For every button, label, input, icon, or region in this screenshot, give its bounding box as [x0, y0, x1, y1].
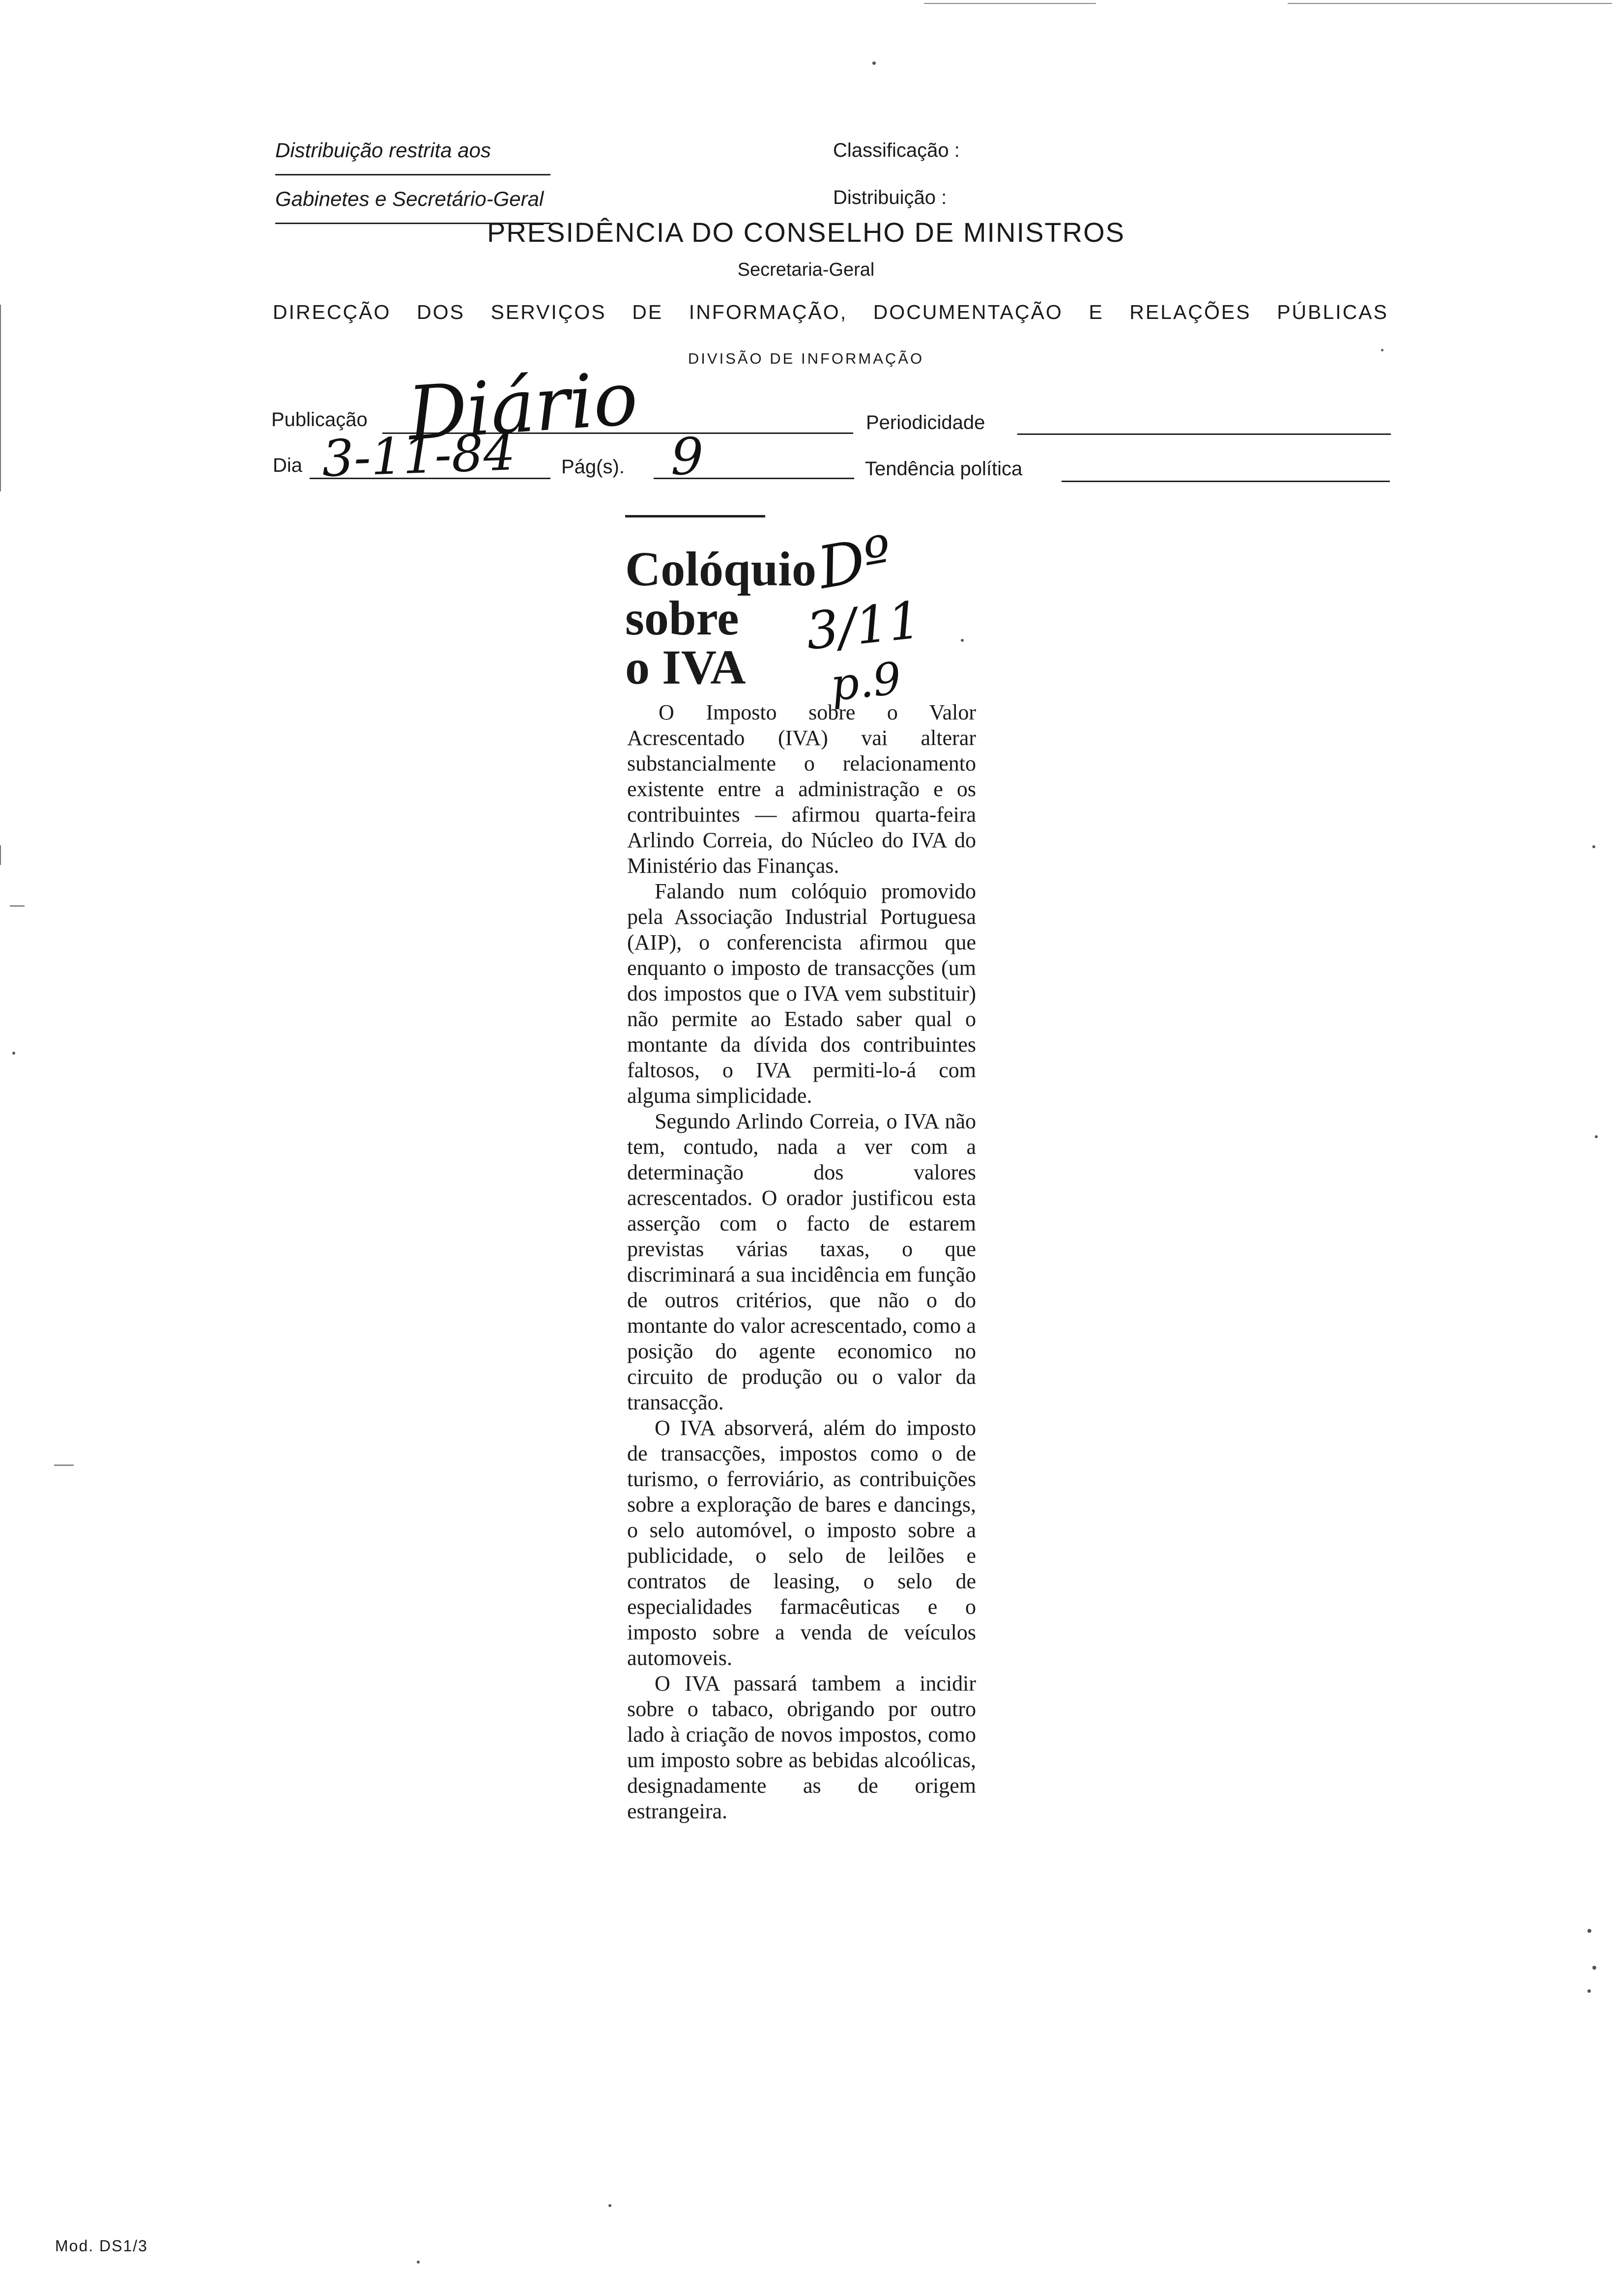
form-code: Mod. DS1/3 [55, 2237, 148, 2255]
margin-note-line-2: 3/11 [803, 590, 924, 661]
scan-dash [54, 1464, 74, 1466]
article-paragraph-2: Falando num colóquio promovido pela Associação Industrial Portuguesa (AIP), o conferencista afirmou que enquanto o imposto de transacções (um dos impostos que o IVA vem substituir) não permite ao Estado saber qual o montante da dívida dos contribuintes faltosos, o IVA permiti-lo-á com alguma simplicidade. [627, 879, 976, 1108]
organization-name: PRESIDÊNCIA DO CONSELHO DE MINISTROS [487, 217, 1125, 248]
tendencia-label: Tendência política [865, 458, 1023, 480]
tendencia-line [1062, 481, 1390, 482]
margin-note-line-3: p.9 [828, 652, 904, 712]
article-paragraph-5: O IVA passará tambem a incidir sobre o tabaco, obrigando por outro lado à criação de novos impostos, como um imposto sobre as bebidas alcoólicas, designadamente as de origem estrangeira. [627, 1671, 976, 1823]
dia-label: Dia [273, 455, 303, 476]
scan-speck [1592, 1966, 1596, 1970]
scan-speck [961, 639, 964, 642]
headline-line-2: sobre [625, 591, 739, 645]
article-body [627, 700, 976, 1824]
scan-speck [12, 1052, 15, 1055]
periodicidade-line [1017, 433, 1391, 435]
directorate-name: DIRECÇÃO DOS SERVIÇOS DE INFORMAÇÃO, DOCUMENTAÇÃO E RELAÇÕES PÚBLICAS [273, 301, 1388, 323]
scan-top-line [924, 3, 1096, 4]
pag-label: Pág(s). [561, 456, 625, 478]
scan-dash [10, 905, 25, 907]
scan-speck [417, 2261, 420, 2264]
dia-handwritten: 3-11-84 [321, 423, 517, 488]
scan-speck [1587, 1929, 1591, 1933]
classificacao-label: Classificação : [833, 140, 960, 161]
classification-block [833, 127, 960, 221]
scan-speck [1595, 1135, 1598, 1138]
headline-line-3: o IVA [625, 640, 746, 694]
scan-speck [1592, 845, 1595, 848]
distribution-note [275, 127, 550, 224]
margin-note-line-1: Dº [813, 522, 897, 602]
distribution-note-line-1: Distribuição restrita aos [275, 127, 550, 175]
scan-speck [872, 61, 876, 65]
secretariat-name: Secretaria-Geral [737, 259, 875, 280]
publicacao-label: Publicação [271, 409, 368, 430]
scan-top-line [1288, 3, 1612, 4]
article-paragraph-1: O Imposto sobre o Valor Acrescentado (IVA) vai alterar substancialmente o relacionamento existente entre a administração e os contribuintes — afirmou quarta-feira Arlindo Correia, do Núcleo do IVA do Ministério das Finanças. [627, 700, 976, 878]
scan-edge-mark [0, 845, 1, 865]
periodicidade-label: Periodicidade [866, 412, 985, 433]
publicacao-handwritten: Diário [405, 355, 641, 458]
headline-line-1: Colóquio [625, 542, 817, 596]
division-name: DIVISÃO DE INFORMAÇÃO [688, 350, 924, 367]
article-paragraph-3: Segundo Arlindo Correia, o IVA não tem, contudo, nada a ver com a determinação dos valores acrescentados. O orador justificou esta asserção com o facto de estarem previstas várias taxas, o que discriminará a sua incidência em função de outros critérios, que não o do montante do valor acrescentado, como a posição do agente economico no circuito de produção ou o valor da transacção. [627, 1109, 976, 1414]
scan-speck [1381, 349, 1383, 351]
distribuicao-label: Distribuição : [833, 187, 947, 208]
article-top-rule [625, 515, 765, 517]
distribution-note-line-2: Gabinetes e Secretário-Geral [275, 175, 550, 224]
scan-speck [1587, 1989, 1591, 1993]
pag-handwritten: 9 [671, 427, 704, 487]
article-paragraph-4: O IVA absorverá, além do imposto de transacções, impostos como o de turismo, o ferroviário, as contribuições sobre a exploração de bares e dancings, o selo automóvel, o imposto sobre a publicidade, o selo de leilões e contratos de leasing, o selo de especialidades farmacêuticas e o imposto sobre a venda de veículos automoveis. [627, 1416, 976, 1670]
scan-edge-mark [0, 305, 1, 491]
scan-speck [608, 2204, 611, 2207]
